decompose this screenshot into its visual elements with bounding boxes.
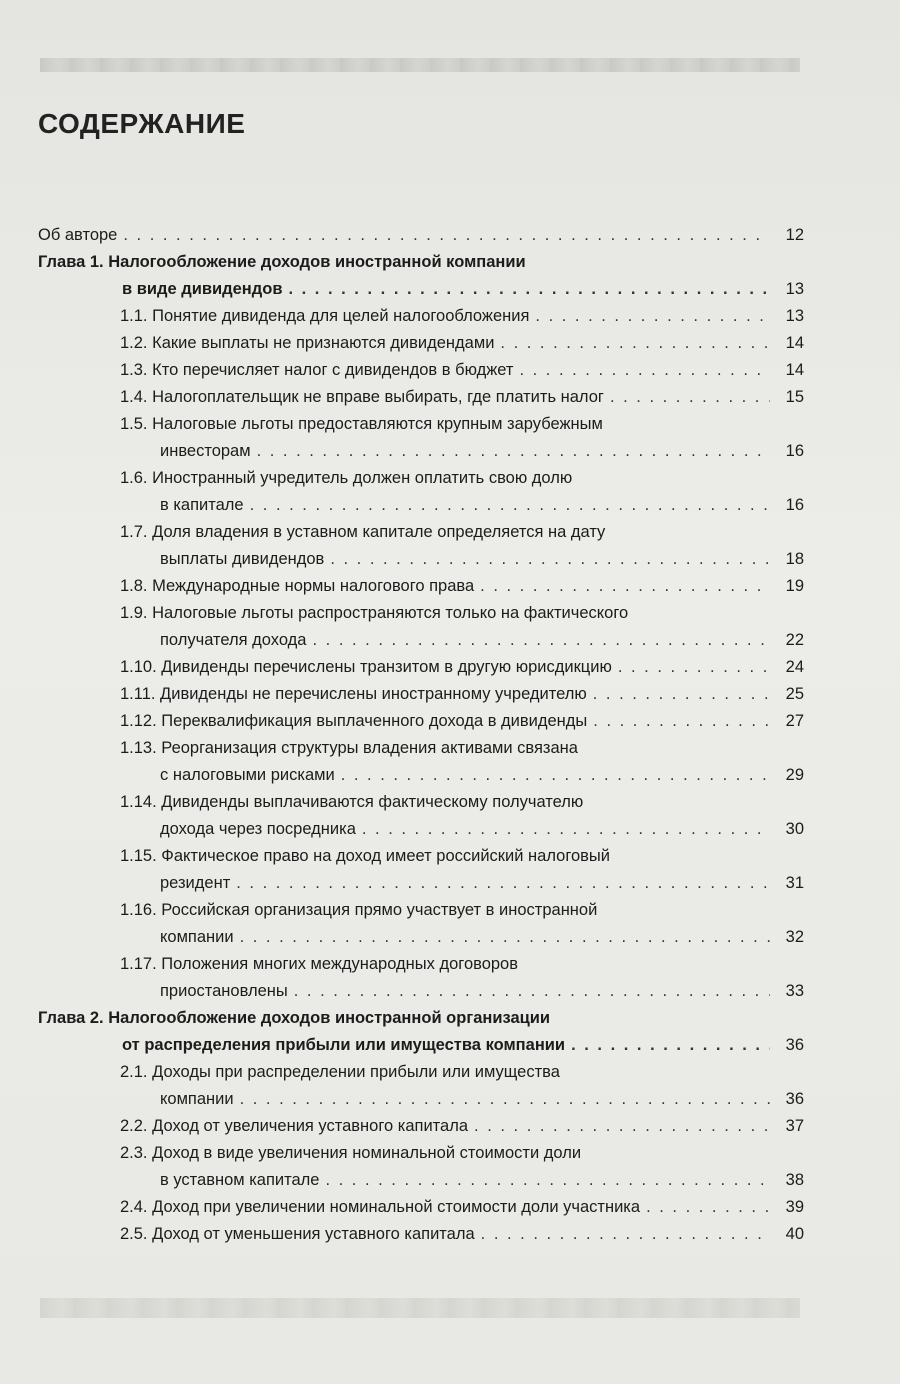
- toc-page-number: 22: [785, 631, 804, 649]
- toc-page-number: 13: [785, 307, 804, 325]
- toc-entry[interactable]: [38, 1059, 804, 1113]
- toc-page-number: 29: [785, 766, 804, 784]
- toc-entry[interactable]: [38, 573, 804, 600]
- dot-leader: [294, 978, 770, 1005]
- dot-leader: [500, 330, 770, 357]
- toc-entry-text: компании: [160, 928, 234, 946]
- toc-entry[interactable]: [38, 303, 804, 330]
- toc-page-number: 13: [785, 280, 804, 298]
- dot-leader: [480, 573, 770, 600]
- toc-page-number: 30: [785, 820, 804, 838]
- toc-entry[interactable]: [38, 1194, 804, 1221]
- dot-leader: [313, 627, 771, 654]
- toc-entry-text: 1.5. Налоговые льготы предоставляются крупным зарубежным: [120, 415, 603, 433]
- dot-leader: [362, 816, 770, 843]
- toc-page-number: 32: [785, 928, 804, 946]
- page-footer-band: [40, 1298, 800, 1318]
- dot-leader: [519, 357, 770, 384]
- dot-leader: [325, 1167, 770, 1194]
- toc-entry-text: инвесторам: [160, 442, 251, 460]
- toc-page-number: 16: [785, 442, 804, 460]
- toc-entry[interactable]: [38, 222, 804, 249]
- toc-chapter-entry[interactable]: [38, 249, 804, 303]
- page-header-band: [40, 58, 800, 72]
- toc-entry-text: 2.5. Доход от уменьшения уставного капитала: [120, 1225, 475, 1243]
- toc-entry-text: 1.2. Какие выплаты не признаются дивидендами: [120, 334, 495, 352]
- toc-entry-text: с налоговыми рисками: [160, 766, 335, 784]
- dot-leader: [535, 303, 770, 330]
- toc-entry-text: 1.3. Кто перечисляет налог с дивидендов в бюджет: [120, 361, 514, 379]
- toc-entry-text: 2.2. Доход от увеличения уставного капитала: [120, 1117, 469, 1135]
- toc-entry-text: приостановлены: [160, 982, 288, 1000]
- toc-page-number: 36: [785, 1036, 804, 1054]
- toc-page-number: 31: [785, 874, 804, 892]
- toc-page-number: 12: [785, 226, 804, 244]
- toc-entry-text: 2.3. Доход в виде увеличения номинальной стоимости доли: [120, 1144, 582, 1162]
- toc-entry[interactable]: [38, 519, 804, 573]
- toc-entry-text: в уставном капитале: [160, 1171, 320, 1189]
- toc-entry[interactable]: [38, 789, 804, 843]
- dot-leader: [288, 276, 770, 303]
- toc-page-number: 37: [785, 1117, 804, 1135]
- dot-leader: [593, 708, 770, 735]
- dot-leader: [341, 762, 770, 789]
- toc-entry-text: 1.15. Фактическое право на доход имеет российский налоговый: [120, 847, 610, 865]
- toc-entry[interactable]: [38, 951, 804, 1005]
- toc-page-number: 24: [785, 658, 804, 676]
- toc-page-number: 33: [785, 982, 804, 1000]
- dot-leader: [240, 1086, 770, 1113]
- toc-entry-text: резидент: [160, 874, 231, 892]
- toc-entry-text: 1.4. Налогоплательщик не вправе выбирать, где платить налог: [120, 388, 604, 406]
- toc-entry[interactable]: [38, 330, 804, 357]
- toc-entry-text: 2.1. Доходы при распределении прибыли или имущества: [120, 1063, 560, 1081]
- dot-leader: [474, 1113, 770, 1140]
- dot-leader: [610, 384, 770, 411]
- dot-leader: [257, 438, 770, 465]
- dot-leader: [571, 1032, 770, 1059]
- toc-page-number: 15: [785, 388, 804, 406]
- dot-leader: [593, 681, 770, 708]
- toc-entry-text: компании: [160, 1090, 234, 1108]
- toc-entry-text: в капитале: [160, 496, 244, 514]
- toc-entry-text: дохода через посредника: [160, 820, 356, 838]
- toc-entry-text: 1.8. Международные нормы налогового права: [120, 577, 475, 595]
- dot-leader: [240, 924, 770, 951]
- toc-entry-text: 1.9. Налоговые льготы распространяются только на фактического: [120, 604, 629, 622]
- toc-entry-text: 2.4. Доход при увеличении номинальной стоимости доли участника: [120, 1198, 641, 1216]
- toc-entry[interactable]: [38, 1221, 804, 1248]
- dot-leader: [330, 546, 770, 573]
- toc-entry-text: 1.10. Дивиденды перечислены транзитом в другую юрисдикцию: [120, 658, 612, 676]
- toc-entry-text: Глава 1. Налогообложение доходов иностранной компании: [38, 253, 526, 271]
- toc-page-number: 27: [785, 712, 804, 730]
- toc-page-number: 39: [785, 1198, 804, 1216]
- page-title: СОДЕРЖАНИЕ: [38, 108, 246, 139]
- toc-entry[interactable]: [38, 600, 804, 654]
- toc-entry[interactable]: [38, 897, 804, 951]
- toc-page-number: 38: [785, 1171, 804, 1189]
- toc-entry-text: в виде дивидендов: [122, 280, 283, 298]
- table-of-contents: [38, 222, 804, 1248]
- toc-entry-text: Глава 2. Налогообложение доходов иностранной организации: [38, 1009, 551, 1027]
- toc-entry[interactable]: [38, 654, 804, 681]
- toc-entry[interactable]: [38, 1140, 804, 1194]
- toc-entry-text: Об авторе: [38, 226, 118, 244]
- toc-page-number: 25: [785, 685, 804, 703]
- toc-chapter-entry[interactable]: [38, 1005, 804, 1059]
- toc-entry[interactable]: [38, 465, 804, 519]
- dot-leader: [250, 492, 770, 519]
- dot-leader: [618, 654, 770, 681]
- toc-entry-text: 1.14. Дивиденды выплачиваются фактическому получателю: [120, 793, 584, 811]
- toc-page-number: 36: [785, 1090, 804, 1108]
- toc-page-number: 18: [785, 550, 804, 568]
- toc-page-number: 16: [785, 496, 804, 514]
- toc-entry-text: 1.16. Российская организация прямо участвует в иностранной: [120, 901, 598, 919]
- toc-entry-text: 1.6. Иностранный учредитель должен оплатить свою долю: [120, 469, 573, 487]
- toc-entry-text: 1.11. Дивиденды не перечислены иностранному учредителю: [120, 685, 587, 703]
- toc-entry-text: 1.13. Реорганизация структуры владения активами связана: [120, 739, 578, 757]
- dot-leader: [481, 1221, 770, 1248]
- toc-entry-text: 1.7. Доля владения в уставном капитале определяется на дату: [120, 523, 606, 541]
- toc-entry-text: получателя дохода: [160, 631, 307, 649]
- toc-entry[interactable]: [38, 735, 804, 789]
- toc-page-number: 14: [785, 334, 804, 352]
- toc-entry-text: 1.1. Понятие дивиденда для целей налогообложения: [120, 307, 530, 325]
- toc-page-number: 14: [785, 361, 804, 379]
- toc-page-number: 19: [785, 577, 804, 595]
- toc-entry[interactable]: [38, 681, 804, 708]
- toc-entry-text: 1.17. Положения многих международных договоров: [120, 955, 518, 973]
- dot-leader: [236, 870, 770, 897]
- toc-entry[interactable]: [38, 1113, 804, 1140]
- toc-entry-text: 1.12. Переквалификация выплаченного дохода в дивиденды: [120, 712, 588, 730]
- toc-entry[interactable]: [38, 708, 804, 735]
- toc-page-number: 40: [785, 1225, 804, 1243]
- toc-entry[interactable]: [38, 384, 804, 411]
- toc-entry[interactable]: [38, 843, 804, 897]
- dot-leader: [646, 1194, 770, 1221]
- toc-entry[interactable]: [38, 357, 804, 384]
- dot-leader: [123, 222, 770, 249]
- toc-entry-text: от распределения прибыли или имущества компании: [122, 1036, 566, 1054]
- toc-entry[interactable]: [38, 411, 804, 465]
- toc-entry-text: выплаты дивидендов: [160, 550, 325, 568]
